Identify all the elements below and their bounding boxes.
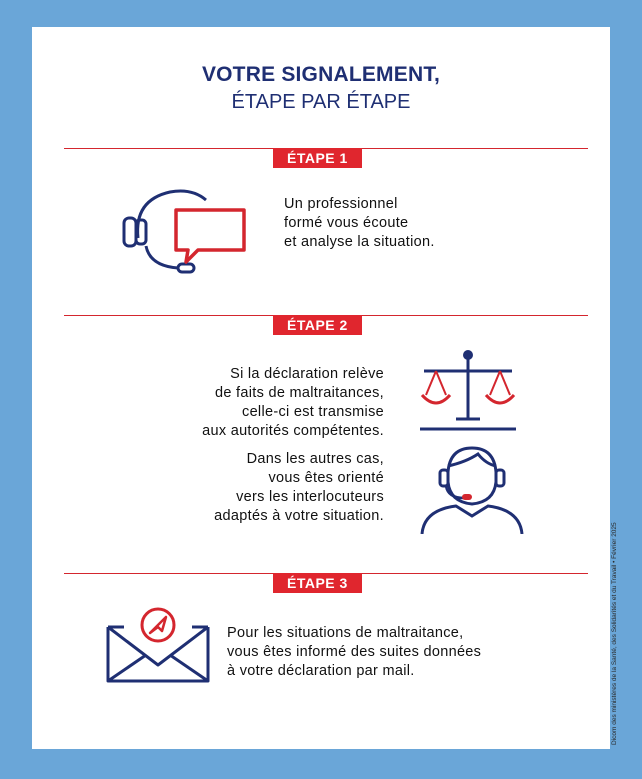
step3-line: vous êtes informé des suites données <box>227 644 482 660</box>
step2-line: Dans les autres cas, <box>246 451 384 467</box>
step2-text-block2 <box>130 450 384 526</box>
step2-line: adaptés à votre situation. <box>214 508 384 524</box>
step3-line: Pour les situations de maltraitance, <box>227 625 464 641</box>
person-headset-icon <box>416 442 528 534</box>
step3-line: à votre déclaration par mail. <box>227 663 415 679</box>
step1-line: Un professionnel <box>284 196 398 212</box>
credit-line: Dicom des ministères de la Santé, des Solidarités et du Travail • Février 2025 <box>611 522 618 745</box>
step2-badge: ÉTAPE 2 <box>273 315 362 335</box>
step3-badge: ÉTAPE 3 <box>273 573 362 593</box>
step2-text-block1 <box>130 365 384 441</box>
step2-line: vers les interlocuteurs <box>236 489 384 505</box>
page-subtitle: ÉTAPE PAR ÉTAPE <box>231 91 411 113</box>
step2-line: de faits de maltraitances, <box>215 385 384 401</box>
step2-line: celle-ci est transmise <box>242 404 384 420</box>
step2-line: Si la déclaration relève <box>230 366 384 382</box>
step1-line: et analyse la situation. <box>284 234 435 250</box>
step2-line: aux autorités compétentes. <box>202 423 384 439</box>
step1-badge: ÉTAPE 1 <box>273 148 362 168</box>
envelope-mail-icon <box>104 605 212 685</box>
infographic-card <box>32 27 610 749</box>
headset-chat-icon <box>120 180 250 280</box>
step1-text <box>284 195 435 252</box>
page-title: VOTRE SIGNALEMENT, <box>201 63 441 86</box>
step3-text <box>227 624 481 681</box>
step2-line: vous êtes orienté <box>268 470 384 486</box>
scales-of-justice-icon <box>416 345 528 437</box>
step1-line: formé vous écoute <box>284 215 409 231</box>
